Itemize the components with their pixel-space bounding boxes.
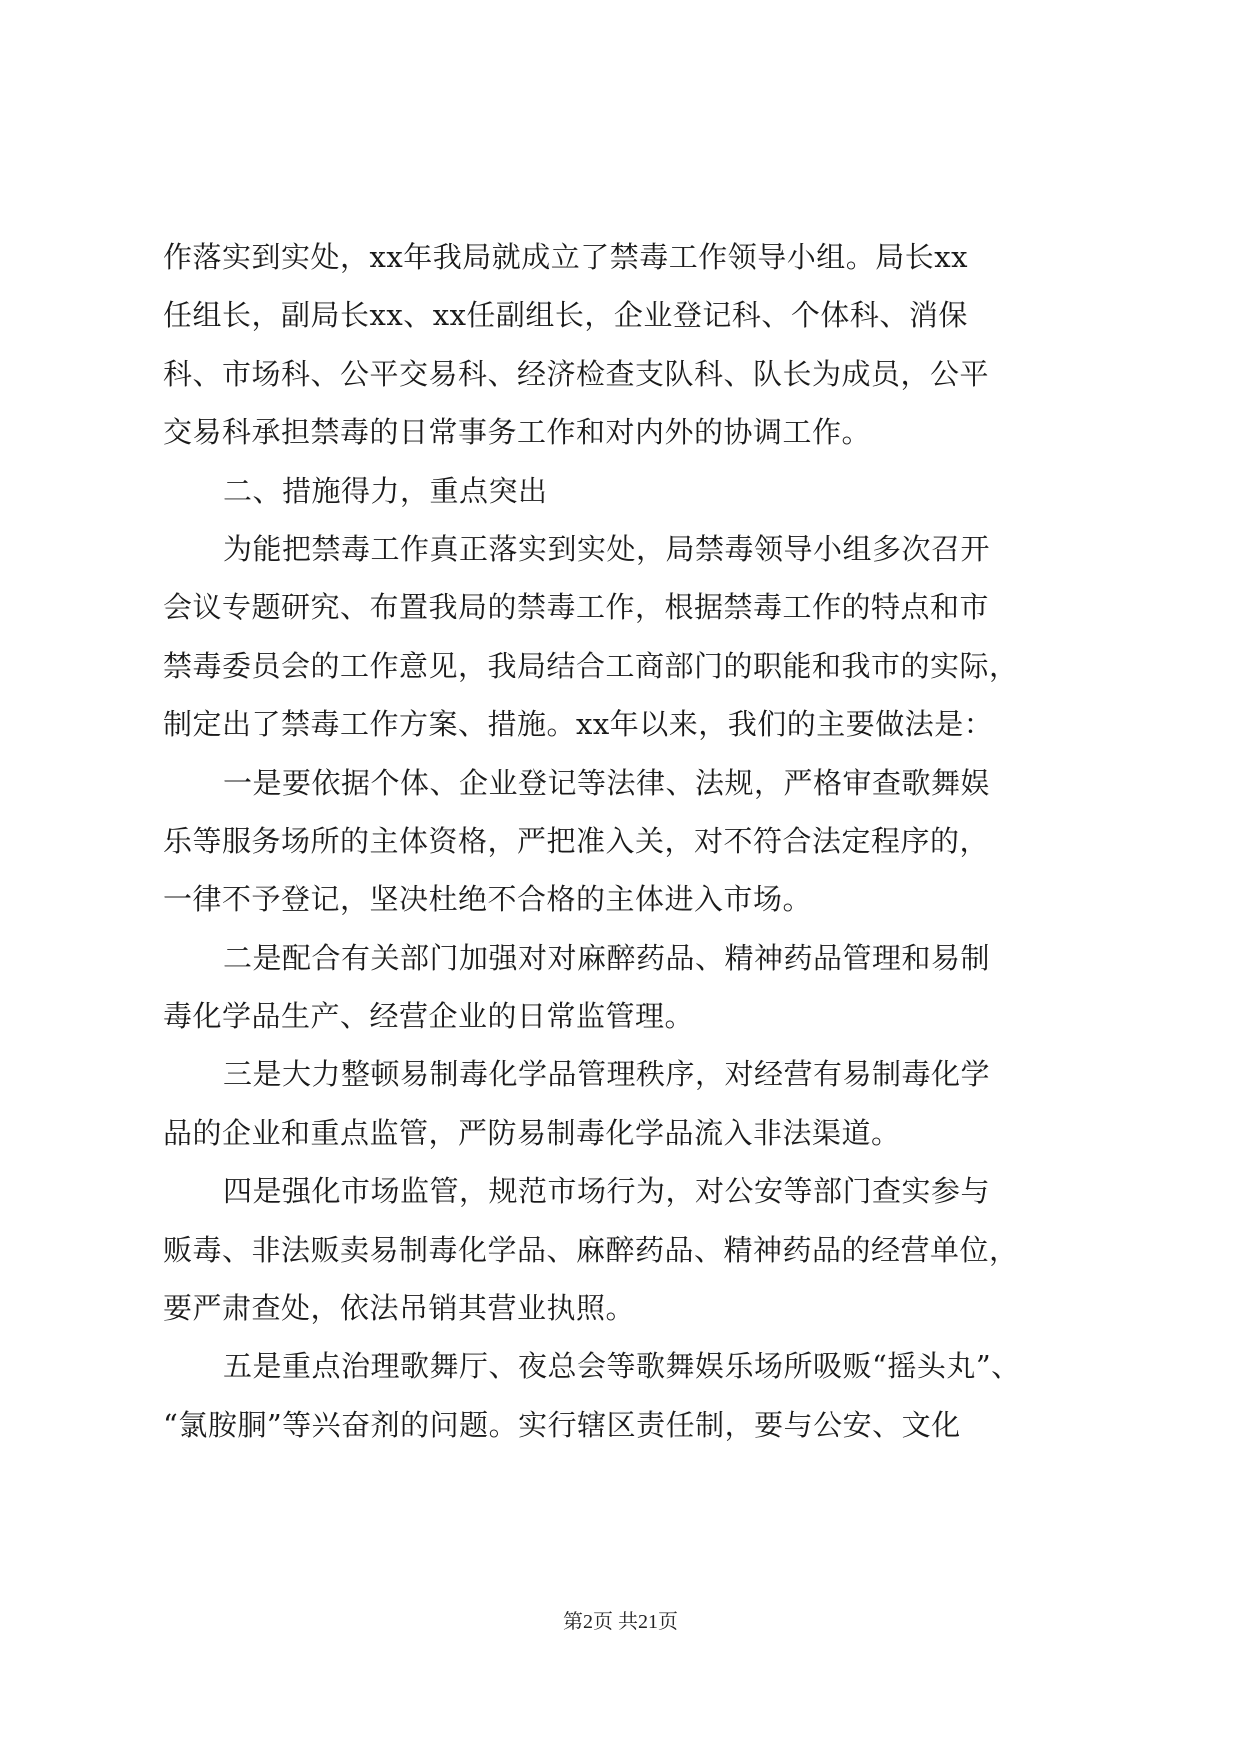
text-line: 一律不予登记，坚决杜绝不合格的主体进入市场。	[163, 882, 813, 917]
text-line: 交易科承担禁毒的日常事务工作和对内外的协调工作。	[163, 415, 872, 450]
text-line: 会议专题研究、布置我局的禁毒工作，根据禁毒工作的特点和市	[163, 590, 990, 625]
text-line: 五是重点治理歌舞厅、夜总会等歌舞娱乐场所吸贩“摇头丸”、	[223, 1349, 1021, 1384]
text-line: 作落实到实处，xx年我局就成立了禁毒工作领导小组。局长xx	[163, 240, 968, 274]
text-line: 科、市场科、公平交易科、经济检查支队科、队长为成员，公平	[163, 356, 990, 391]
text-line: 制定出了禁毒工作方案、措施。xx年以来，我们的主要做法是：	[163, 707, 994, 742]
text-line: 贩毒、非法贩卖易制毒化学品、麻醉药品、精神药品的经营单位，	[163, 1232, 1019, 1267]
text-line: 为能把禁毒工作真正落实到实处，局禁毒领导小组多次召开	[223, 531, 991, 566]
document-body	[163, 228, 1083, 1454]
text-line: 四是强化市场监管，规范市场行为，对公安等部门查实参与	[223, 1174, 991, 1209]
text-line: 品的企业和重点监管，严防易制毒化学品流入非法渠道。	[163, 1115, 901, 1150]
text-line: 任组长，副局长xx、xx任副组长，企业登记科、个体科、消保	[163, 298, 968, 333]
page-number-footer: 第2页 共21页	[563, 1611, 678, 1633]
text-line: “氯胺胴”等兴奋剂的问题。实行辖区责任制，要与公安、文化	[163, 1407, 961, 1442]
text-line: 毒化学品生产、经营企业的日常监管理。	[163, 999, 695, 1034]
text-line: 乐等服务场所的主体资格，严把准入关，对不符合法定程序的，	[163, 823, 990, 858]
text-line: 二是配合有关部门加强对对麻醉药品、精神药品管理和易制	[223, 940, 991, 975]
text-line: 三是大力整顿易制毒化学品管理秩序，对经营有易制毒化学	[223, 1057, 991, 1092]
text-line: 一是要依据个体、企业登记等法律、法规，严格审查歌舞娱	[223, 765, 991, 800]
text-line: 禁毒委员会的工作意见，我局结合工商部门的职能和我市的实际，	[163, 648, 1019, 683]
text-line: 要严肃查处，依法吊销其营业执照。	[163, 1291, 636, 1326]
section-heading: 二、措施得力，重点突出	[223, 473, 548, 508]
